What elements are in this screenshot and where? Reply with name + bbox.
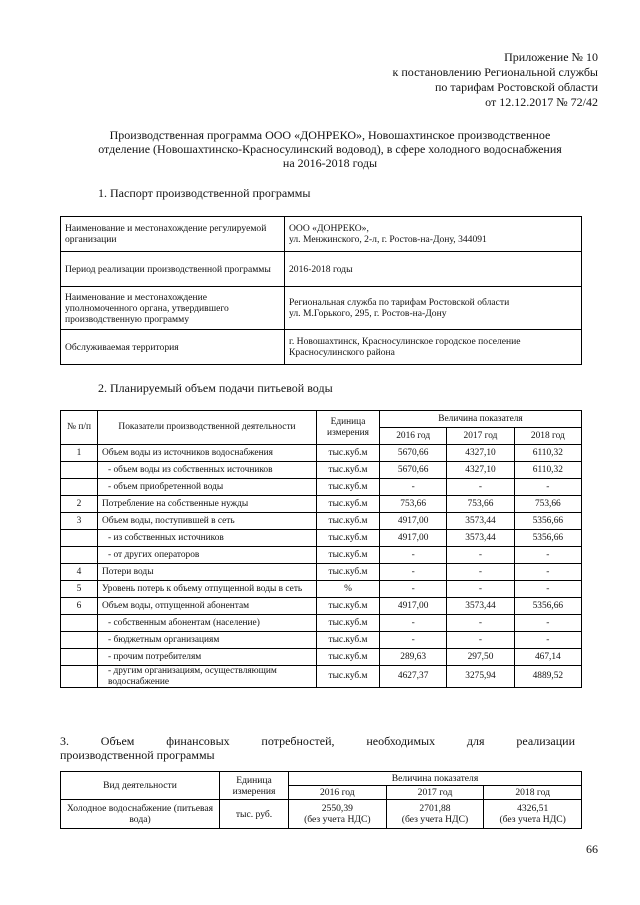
row-indicator: Объем воды из источников водоснабжения bbox=[98, 445, 317, 462]
row-value: 3573,44 bbox=[447, 598, 514, 615]
passport-label: Наименование и местонахождение уполномоченного органа, утвердившего производственную программу bbox=[61, 287, 285, 330]
passport-value-line: 2016-2018 годы bbox=[289, 263, 353, 275]
appendix-line: Приложение № 10 bbox=[504, 50, 598, 64]
row-number: 3 bbox=[61, 513, 98, 530]
row-unit: тыс.куб.м bbox=[317, 496, 380, 513]
row-value: 5356,66 bbox=[514, 598, 581, 615]
section-3-word: финансовых bbox=[166, 734, 230, 748]
table-row bbox=[61, 547, 582, 564]
volume-table bbox=[60, 410, 582, 688]
passport-value bbox=[285, 252, 582, 287]
row-value: 4327,10 bbox=[447, 462, 514, 479]
section-3-line-2: производственной программы bbox=[60, 748, 215, 762]
passport-value-line: Красносулинского района bbox=[289, 347, 395, 358]
passport-value bbox=[285, 287, 582, 330]
row-value: 5356,66 bbox=[514, 530, 581, 547]
table-row bbox=[61, 330, 582, 365]
row-unit: тыс.куб.м bbox=[317, 445, 380, 462]
title-line: на 2016-2018 годы bbox=[282, 156, 378, 170]
row-unit: тыс.куб.м bbox=[317, 547, 380, 564]
col-header-year: 2018 год bbox=[484, 786, 582, 800]
fin-value-note: (без учета НДС) bbox=[401, 814, 469, 825]
row-value: 5670,66 bbox=[380, 445, 447, 462]
row-number bbox=[61, 462, 98, 479]
col-header-indicator: Показатели производственной деятельности bbox=[98, 411, 317, 445]
table-row bbox=[61, 217, 582, 252]
row-value: 753,66 bbox=[380, 496, 447, 513]
fin-value bbox=[386, 800, 484, 829]
section-3-word: для bbox=[466, 734, 485, 748]
row-value: - bbox=[380, 632, 447, 649]
section-3-word: необходимых bbox=[366, 734, 436, 748]
table-row bbox=[61, 530, 582, 547]
fin-value bbox=[289, 800, 387, 829]
section-3-word: 3. bbox=[60, 734, 69, 748]
financial-table bbox=[60, 771, 582, 829]
section-3-word: реализации bbox=[516, 734, 575, 748]
section-3-word: Объем bbox=[100, 734, 135, 748]
row-value: - bbox=[380, 479, 447, 496]
row-indicator: - бюджетным организациям bbox=[98, 632, 317, 649]
volume-table-body bbox=[61, 445, 582, 688]
passport-table bbox=[60, 216, 582, 365]
passport-value-line: Региональная служба по тарифам Ростовской области bbox=[289, 297, 510, 308]
row-indicator: Потери воды bbox=[98, 564, 317, 581]
col-header-unit: Единица измерения bbox=[220, 772, 289, 800]
row-unit: тыс.куб.м bbox=[317, 530, 380, 547]
row-unit: тыс.куб.м bbox=[317, 632, 380, 649]
row-value: 3573,44 bbox=[447, 530, 514, 547]
row-number bbox=[61, 649, 98, 666]
row-value: 4627,37 bbox=[380, 666, 447, 688]
row-indicator: Потребление на собственные нужды bbox=[98, 496, 317, 513]
row-indicator: - собственным абонентам (население) bbox=[98, 615, 317, 632]
row-value: - bbox=[447, 632, 514, 649]
table-row bbox=[61, 496, 582, 513]
row-value: - bbox=[514, 547, 581, 564]
col-header-value: Величина показателя bbox=[289, 772, 582, 786]
passport-label: Наименование и местонахождение регулируемой организации bbox=[61, 217, 285, 252]
row-value: - bbox=[514, 581, 581, 598]
title-line: Производственная программа ООО «ДОНРЕКО», Новошахтинское производственное bbox=[109, 128, 551, 142]
section-2-heading: 2. Планируемый объем подачи питьевой воды bbox=[98, 381, 333, 395]
row-unit: % bbox=[317, 581, 380, 598]
fin-activity: Холодное водоснабжение (питьевая вода) bbox=[61, 800, 220, 829]
row-value: - bbox=[514, 632, 581, 649]
col-header-year: 2016 год bbox=[380, 428, 447, 445]
col-header-value: Величина показателя bbox=[380, 411, 582, 428]
row-value: 297,50 bbox=[447, 649, 514, 666]
row-value: - bbox=[447, 547, 514, 564]
row-value: 4917,00 bbox=[380, 530, 447, 547]
table-header-row bbox=[61, 411, 582, 428]
row-indicator: Объем воды, поступившей в сеть bbox=[98, 513, 317, 530]
table-row bbox=[61, 598, 582, 615]
table-row bbox=[61, 287, 582, 330]
table-row bbox=[61, 445, 582, 462]
fin-value-number: 2550,39 bbox=[321, 803, 353, 814]
row-unit: тыс.куб.м bbox=[317, 649, 380, 666]
fin-value bbox=[484, 800, 582, 829]
row-value: 5670,66 bbox=[380, 462, 447, 479]
page-number: 66 bbox=[586, 842, 598, 856]
fin-value-note: (без учета НДС) bbox=[304, 814, 371, 825]
row-number bbox=[61, 632, 98, 649]
appendix-line: к постановлению Региональной службы bbox=[392, 65, 598, 79]
row-number: 5 bbox=[61, 581, 98, 598]
row-value: - bbox=[514, 479, 581, 496]
row-indicator: - объем приобретенной воды bbox=[98, 479, 317, 496]
table-header-row bbox=[61, 772, 582, 786]
row-value: - bbox=[447, 479, 514, 496]
row-indicator: - другим организациям, осуществляющим водоснабжение bbox=[98, 666, 317, 688]
appendix-header bbox=[393, 50, 598, 110]
section-1-heading: 1. Паспорт производственной программы bbox=[98, 186, 311, 200]
row-indicator: - прочим потребителям bbox=[98, 649, 317, 666]
table-row bbox=[61, 581, 582, 598]
row-value: 3573,44 bbox=[447, 513, 514, 530]
row-value: - bbox=[380, 615, 447, 632]
row-value: 6110,32 bbox=[514, 445, 581, 462]
row-unit: тыс.куб.м bbox=[317, 462, 380, 479]
row-value: 4327,10 bbox=[447, 445, 514, 462]
table-row bbox=[61, 513, 582, 530]
col-header-year: 2017 год bbox=[386, 786, 484, 800]
row-number bbox=[61, 615, 98, 632]
table-row bbox=[61, 462, 582, 479]
table-row bbox=[61, 800, 582, 829]
row-unit: тыс.куб.м bbox=[317, 598, 380, 615]
row-value: - bbox=[447, 581, 514, 598]
passport-value-line: ул. Менжинского, 2-л, г. Ростов-на-Дону, 344091 bbox=[289, 234, 487, 245]
fin-value-number: 2701,88 bbox=[419, 803, 451, 814]
passport-label: Обслуживаемая территория bbox=[61, 330, 285, 365]
row-indicator: - из собственных источников bbox=[98, 530, 317, 547]
row-value: 753,66 bbox=[447, 496, 514, 513]
row-unit: тыс.куб.м bbox=[317, 564, 380, 581]
row-value: - bbox=[380, 581, 447, 598]
row-value: - bbox=[514, 564, 581, 581]
row-indicator: Объем воды, отпущенной абонентам bbox=[98, 598, 317, 615]
row-value: 753,66 bbox=[514, 496, 581, 513]
row-number bbox=[61, 530, 98, 547]
row-value: 5356,66 bbox=[514, 513, 581, 530]
section-3-word: потребностей, bbox=[261, 734, 335, 748]
row-unit: тыс.куб.м bbox=[317, 479, 380, 496]
row-value: 289,63 bbox=[380, 649, 447, 666]
row-value: 4917,00 bbox=[380, 513, 447, 530]
row-value: 4917,00 bbox=[380, 598, 447, 615]
table-row bbox=[61, 615, 582, 632]
table-row bbox=[61, 632, 582, 649]
row-value: 3275,94 bbox=[447, 666, 514, 688]
passport-label: Период реализации производственной программы bbox=[61, 252, 285, 287]
fin-value-number: 4326,51 bbox=[517, 803, 549, 814]
row-unit: тыс.куб.м bbox=[317, 615, 380, 632]
row-number: 4 bbox=[61, 564, 98, 581]
row-value: - bbox=[380, 564, 447, 581]
row-number bbox=[61, 547, 98, 564]
row-indicator: - от других операторов bbox=[98, 547, 317, 564]
row-value: 467,14 bbox=[514, 649, 581, 666]
appendix-line: по тарифам Ростовской области bbox=[434, 80, 598, 94]
col-header-activity: Вид деятельности bbox=[61, 772, 220, 800]
row-unit: тыс.куб.м bbox=[317, 666, 380, 688]
section-3-heading bbox=[60, 734, 575, 762]
fin-value-note: (без учета НДС) bbox=[499, 814, 566, 825]
col-header-year: 2017 год bbox=[447, 428, 514, 445]
passport-value bbox=[285, 330, 582, 365]
row-number bbox=[61, 666, 98, 688]
table-row bbox=[61, 666, 582, 688]
row-indicator: Уровень потерь к объему отпущенной воды в сеть bbox=[98, 581, 317, 598]
row-value: - bbox=[380, 547, 447, 564]
passport-value-line: ул. М.Горького, 295, г. Ростов-на-Дону bbox=[289, 308, 447, 319]
row-value: 4889,52 bbox=[514, 666, 581, 688]
col-header-number: № п/п bbox=[61, 411, 98, 445]
table-row bbox=[61, 479, 582, 496]
table-row bbox=[61, 564, 582, 581]
fin-unit: тыс. руб. bbox=[220, 800, 289, 829]
table-row bbox=[61, 252, 582, 287]
row-number: 2 bbox=[61, 496, 98, 513]
row-indicator: - объем воды из собственных источников bbox=[98, 462, 317, 479]
appendix-line: от 12.12.2017 № 72/42 bbox=[485, 95, 598, 109]
passport-value bbox=[285, 217, 582, 252]
table-row bbox=[61, 649, 582, 666]
section-3-line-1 bbox=[60, 734, 575, 748]
row-value: 6110,32 bbox=[514, 462, 581, 479]
row-number bbox=[61, 479, 98, 496]
passport-value-line: г. Новошахтинск, Красносулинское городское поселение bbox=[289, 336, 521, 347]
row-number: 6 bbox=[61, 598, 98, 615]
row-value: - bbox=[514, 615, 581, 632]
row-number: 1 bbox=[61, 445, 98, 462]
row-value: - bbox=[447, 615, 514, 632]
row-unit: тыс.куб.м bbox=[317, 513, 380, 530]
col-header-year: 2018 год bbox=[514, 428, 581, 445]
document-title bbox=[60, 128, 600, 170]
col-header-year: 2016 год bbox=[289, 786, 387, 800]
passport-value-line: ООО «ДОНРЕКО», bbox=[289, 223, 369, 234]
row-value: - bbox=[447, 564, 514, 581]
title-line: отделение (Новошахтинско-Красносулинский водовод), в сфере холодного водоснабжения bbox=[98, 142, 562, 156]
col-header-unit: Единица измерения bbox=[317, 411, 380, 445]
